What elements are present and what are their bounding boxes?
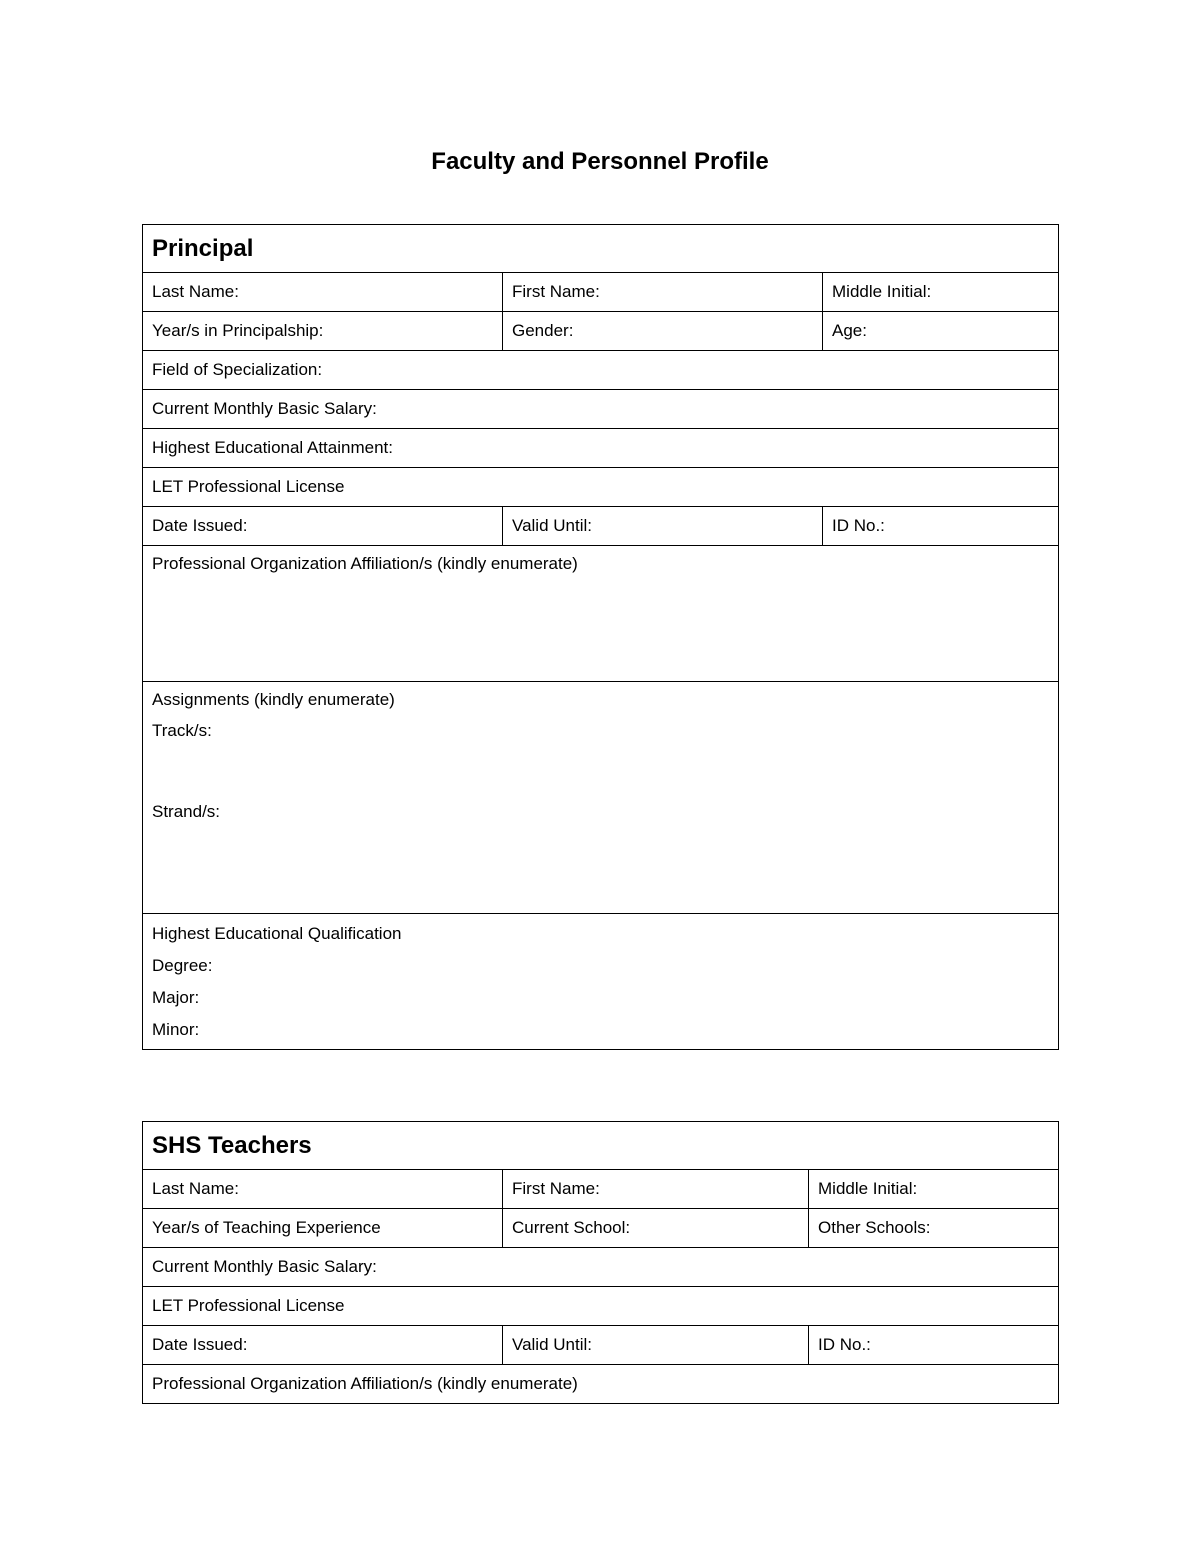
principal-date-issued-field[interactable]: Date Issued: bbox=[143, 507, 503, 546]
principal-degree-label: Degree: bbox=[152, 956, 213, 975]
shs-date-issued-field[interactable]: Date Issued: bbox=[143, 1326, 503, 1365]
principal-qualification-field[interactable] bbox=[143, 914, 1059, 1050]
principal-first-name-field[interactable]: First Name: bbox=[503, 273, 823, 312]
principal-salary-field[interactable]: Current Monthly Basic Salary: bbox=[143, 390, 1059, 429]
shs-years-teaching-field[interactable]: Year/s of Teaching Experience bbox=[143, 1209, 503, 1248]
principal-strands-label: Strand/s: bbox=[152, 802, 221, 821]
principal-assignments-field[interactable] bbox=[143, 682, 1059, 914]
shs-id-no-field[interactable]: ID No.: bbox=[809, 1326, 1059, 1365]
principal-years-field[interactable]: Year/s in Principalship: bbox=[143, 312, 503, 351]
shs-other-schools-field[interactable]: Other Schools: bbox=[809, 1209, 1059, 1248]
shs-valid-until-field[interactable]: Valid Until: bbox=[503, 1326, 809, 1365]
shs-heading: SHS Teachers bbox=[143, 1122, 1059, 1170]
shs-current-school-field[interactable]: Current School: bbox=[503, 1209, 809, 1248]
principal-last-name-field[interactable]: Last Name: bbox=[143, 273, 503, 312]
principal-affiliation-field[interactable] bbox=[143, 546, 1059, 682]
shs-first-name-field[interactable]: First Name: bbox=[503, 1170, 809, 1209]
principal-affiliation-label: Professional Organization Affiliation/s (kindly enumerate) bbox=[152, 554, 578, 573]
principal-tracks-label: Track/s: bbox=[152, 721, 212, 740]
principal-specialization-field[interactable]: Field of Specialization: bbox=[143, 351, 1059, 390]
principal-middle-initial-field[interactable]: Middle Initial: bbox=[823, 273, 1059, 312]
principal-valid-until-field[interactable]: Valid Until: bbox=[503, 507, 823, 546]
shs-teachers-table bbox=[142, 1121, 1059, 1404]
principal-assignments-label: Assignments (kindly enumerate) bbox=[152, 690, 395, 709]
principal-id-no-field[interactable]: ID No.: bbox=[823, 507, 1059, 546]
principal-license-label: LET Professional License bbox=[143, 468, 1059, 507]
page-title: Faculty and Personnel Profile bbox=[431, 148, 769, 175]
principal-gender-field[interactable]: Gender: bbox=[503, 312, 823, 351]
shs-affiliation-field[interactable]: Professional Organization Affiliation/s (kindly enumerate) bbox=[143, 1365, 1059, 1404]
principal-attainment-field[interactable]: Highest Educational Attainment: bbox=[143, 429, 1059, 468]
principal-heading: Principal bbox=[143, 225, 1059, 273]
shs-middle-initial-field[interactable]: Middle Initial: bbox=[809, 1170, 1059, 1209]
principal-qualification-label: Highest Educational Qualification bbox=[152, 924, 402, 943]
shs-salary-field[interactable]: Current Monthly Basic Salary: bbox=[143, 1248, 1059, 1287]
principal-minor-label: Minor: bbox=[152, 1020, 200, 1039]
principal-table bbox=[142, 224, 1059, 1050]
principal-age-field[interactable]: Age: bbox=[823, 312, 1059, 351]
principal-major-label: Major: bbox=[152, 988, 200, 1007]
shs-last-name-field[interactable]: Last Name: bbox=[143, 1170, 503, 1209]
shs-license-label: LET Professional License bbox=[143, 1287, 1059, 1326]
